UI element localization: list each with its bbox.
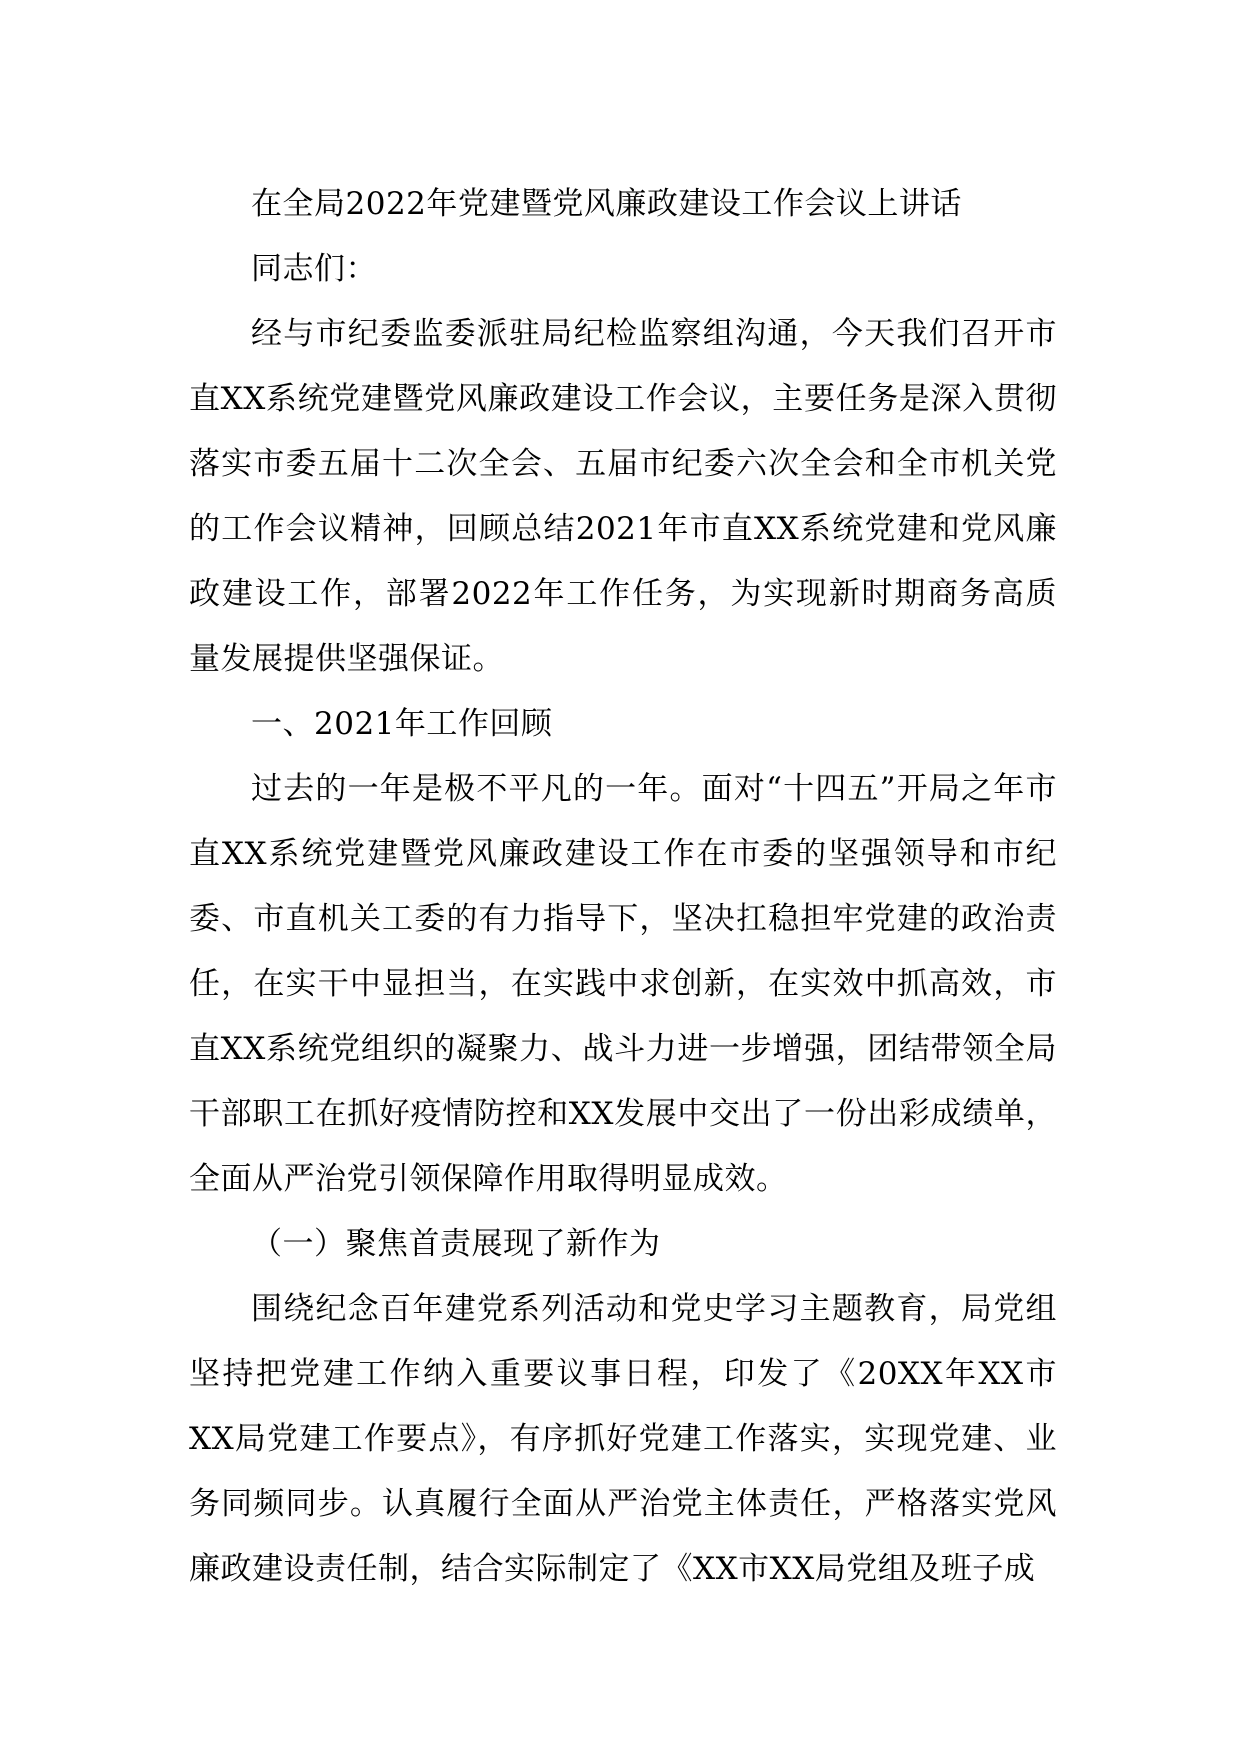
section-heading-review: 一、2021年工作回顾 <box>251 706 553 742</box>
subsection-heading-1: （一）聚焦首责展现了新作为 <box>251 1226 661 1262</box>
paragraph-review: 过去的一年是极不平凡的一年。面对“十四五”开局之年市直XX系统党建暨党风廉政建设工作在市委的坚强领导和市纪委、市直机关工委的有力指导下，坚决扛稳担牢党建的政治责任，在实干中显担当，在实践中求创新，在实效中抓高效，市直XX系统党组织的凝聚力、战斗力进一步增强，团结带领全局干部职工在抓好疫情防控和XX发展中交出了一份出彩成绩单，全面从严治党引领保障作用取得明显成效。 <box>189 771 1057 1197</box>
greeting: 同志们： <box>251 251 377 287</box>
document-title: 在全局2022年党建暨党风廉政建设工作会议上讲话 <box>251 186 962 222</box>
paragraph-subsection-1: 围绕纪念百年建党系列活动和党史学习主题教育，局党组坚持把党建工作纳入重要议事日程，印发了《20XX年XX市XX局党建工作要点》，有序抓好党建工作落实，实现党建、业务同频同步。认真履行全面从严治党主体责任，严格落实党风廉政建设责任制，结合实际制定了《XX市XX局党组及班子成 <box>189 1291 1057 1587</box>
document-page <box>189 172 1057 1602</box>
paragraph-intro: 经与市纪委监委派驻局纪检监察组沟通，今天我们召开市直XX系统党建暨党风廉政建设工作会议，主要任务是深入贯彻落实市委五届十二次全会、五届市纪委六次全会和全市机关党的工作会议精神，回顾总结2021年市直XX系统党建和党风廉政建设工作，部署2022年工作任务，为实现新时期商务高质量发展提供坚强保证。 <box>189 316 1057 677</box>
